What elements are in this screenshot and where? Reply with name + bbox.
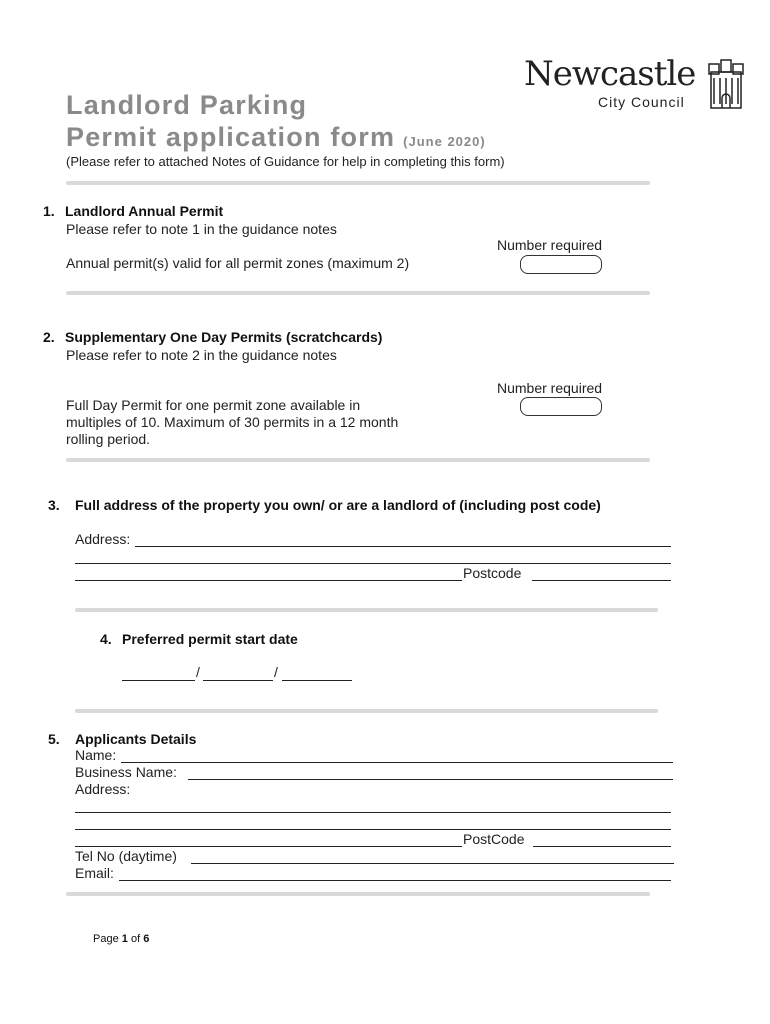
applicant-address-line-1[interactable] xyxy=(75,812,671,813)
annual-permit-number-field[interactable] xyxy=(520,255,602,274)
section-2-number: 2. xyxy=(43,329,55,345)
logo-name: Newcastle xyxy=(524,54,696,94)
start-date-year-line[interactable] xyxy=(282,680,352,681)
date-separator: / xyxy=(196,664,200,680)
page-subtitle: (Please refer to attached Notes of Guidance for help in completing this form) xyxy=(66,154,505,169)
section-2-title: Supplementary One Day Permits (scratchcards) xyxy=(65,329,383,345)
property-postcode-line[interactable] xyxy=(532,580,671,581)
divider xyxy=(75,608,658,612)
start-date-month-line[interactable] xyxy=(203,680,273,681)
page-current: 1 xyxy=(121,933,128,945)
applicant-postcode-label: PostCode xyxy=(463,831,525,847)
section-4-heading xyxy=(100,631,298,647)
council-logo xyxy=(524,54,744,114)
tel-line[interactable] xyxy=(191,863,674,864)
applicant-name-line[interactable] xyxy=(121,762,673,763)
section-3-number: 3. xyxy=(48,497,60,513)
section-1-number: 1. xyxy=(43,203,55,219)
form-date: (June 2020) xyxy=(403,134,486,149)
page-title-line1: Landlord Parking xyxy=(66,90,308,120)
start-date-day-line[interactable] xyxy=(122,680,195,681)
date-separator: / xyxy=(274,664,278,680)
divider xyxy=(66,458,650,462)
applicant-address-line-2[interactable] xyxy=(75,829,671,830)
business-name-line[interactable] xyxy=(188,779,673,780)
section-5-heading xyxy=(48,731,196,747)
section-5-number: 5. xyxy=(48,731,60,747)
applicant-postcode-line[interactable] xyxy=(533,846,671,847)
section-1-number-label: Number required xyxy=(497,237,603,253)
section-3-title: Full address of the property you own/ or are a landlord of (including post code) xyxy=(75,497,601,513)
property-postcode-label: Postcode xyxy=(463,565,522,581)
section-1-description: Annual permit(s) valid for all permit zones (maximum 2) xyxy=(66,255,410,271)
section-5-title: Applicants Details xyxy=(75,731,197,747)
castle-icon xyxy=(708,58,744,110)
property-address-line-1[interactable] xyxy=(135,546,671,547)
page-title-line2: Permit application form xyxy=(66,122,396,152)
divider xyxy=(66,291,650,295)
section-2-description-line3: rolling period. xyxy=(66,431,151,447)
section-1-title: Landlord Annual Permit xyxy=(65,203,224,219)
section-2-heading xyxy=(43,329,382,345)
property-address-line-2[interactable] xyxy=(75,563,671,564)
section-4-number: 4. xyxy=(100,631,112,647)
applicant-name-label: Name: xyxy=(75,747,117,763)
divider xyxy=(66,892,650,896)
divider xyxy=(75,709,658,713)
tel-label: Tel No (daytime) xyxy=(75,848,177,864)
business-name-label: Business Name: xyxy=(75,764,177,780)
section-2-note: Please refer to note 2 in the guidance notes xyxy=(66,347,337,363)
applicant-address-label: Address: xyxy=(75,781,131,797)
day-permit-number-field[interactable] xyxy=(520,397,602,416)
property-address-line-3[interactable] xyxy=(75,580,462,581)
page-title-line2-wrap xyxy=(66,122,486,153)
logo-subtitle: City Council xyxy=(598,94,685,110)
section-2-description-line2: multiples of 10. Maximum of 30 permits in a 12 month xyxy=(66,414,399,430)
applicant-address-line-3[interactable] xyxy=(75,846,462,847)
email-label: Email: xyxy=(75,865,114,881)
email-line[interactable] xyxy=(119,880,671,881)
page-prefix: Page xyxy=(93,933,119,945)
section-2-description-line1: Full Day Permit for one permit zone available in xyxy=(66,397,361,413)
property-address-label: Address: xyxy=(75,531,131,547)
section-4-title: Preferred permit start date xyxy=(122,631,298,647)
section-1-heading xyxy=(43,203,223,219)
page-of: of xyxy=(130,933,141,945)
page-number xyxy=(93,933,149,945)
section-2-number-label: Number required xyxy=(497,380,603,396)
section-1-note: Please refer to note 1 in the guidance notes xyxy=(66,221,337,237)
section-3-heading xyxy=(48,497,601,513)
divider xyxy=(66,181,650,185)
page-total: 6 xyxy=(143,933,150,945)
